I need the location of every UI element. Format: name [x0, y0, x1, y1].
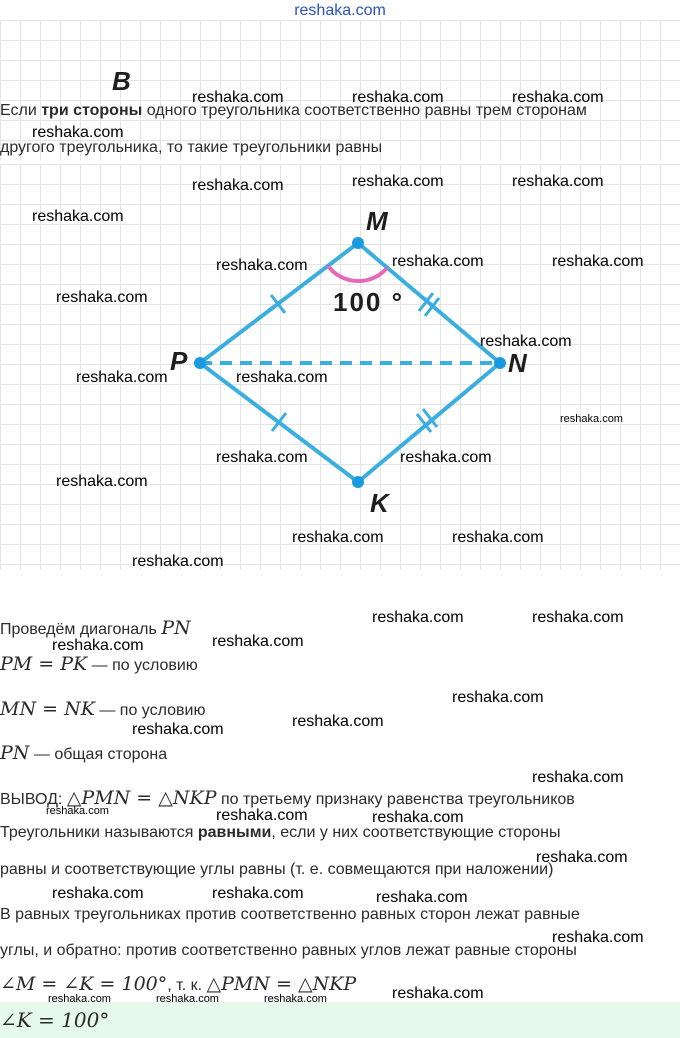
watermark: reshaka.com	[352, 89, 444, 106]
angle-label: 100 °	[333, 287, 405, 317]
definition-line-4: углы, и обратно: против соответственно равных углов лежат равные стороны	[0, 942, 577, 959]
watermark: reshaka.com	[512, 173, 604, 190]
vertex-k	[352, 476, 364, 488]
watermark: reshaka.com	[452, 689, 544, 706]
watermark: reshaka.com	[292, 529, 384, 546]
variant-letter: В	[112, 66, 131, 96]
watermark: reshaka.com	[536, 849, 628, 866]
watermark: reshaka.com	[560, 413, 623, 425]
angle-arc-m	[328, 266, 387, 281]
statement-line-2: другого треугольника, то такие треугольники равны	[0, 139, 383, 156]
definition-line-1: Треугольники называются равными, если у них соответствующие стороны	[0, 824, 561, 841]
watermark: reshaka.com	[46, 805, 109, 817]
answer-box	[0, 1002, 680, 1038]
watermark: reshaka.com	[512, 89, 604, 106]
watermark: reshaka.com	[156, 993, 219, 1005]
watermark: reshaka.com	[32, 208, 124, 225]
watermark: reshaka.com	[56, 289, 148, 306]
watermark: reshaka.com	[52, 885, 144, 902]
step-1: Проведём диагональ PN	[0, 617, 191, 639]
watermark: reshaka.com	[264, 993, 327, 1005]
conclusion: ВЫВОД: △PMN = △NKP по третьему признаку равенства треугольников	[0, 787, 575, 809]
watermark: reshaka.com	[392, 253, 484, 270]
step-2: PM = PK — по условию	[0, 653, 198, 675]
label-m: M	[366, 206, 388, 236]
answer-value: ∠K = 100°	[0, 1008, 110, 1032]
watermark: reshaka.com	[352, 173, 444, 190]
vertex-m	[352, 237, 364, 249]
watermark: reshaka.com	[292, 713, 384, 730]
definition-line-3: В равных треугольниках против соответственно равных сторон лежат равные	[0, 906, 580, 923]
watermark: reshaka.com	[76, 369, 168, 386]
watermark: reshaka.com	[212, 633, 304, 650]
watermark: reshaka.com	[52, 637, 144, 654]
step-3: MN = NK — по условию	[0, 698, 206, 720]
final-statement: ∠M = ∠K = 100°, т. к. △PMN = △NKP	[0, 973, 357, 995]
watermark: reshaka.com	[480, 333, 572, 350]
watermark: reshaka.com	[56, 473, 148, 490]
vertex-p	[194, 357, 206, 369]
step-4: PN — общая сторона	[0, 742, 168, 764]
label-k: K	[370, 488, 389, 518]
watermark: reshaka.com	[216, 449, 308, 466]
watermark: reshaka.com	[532, 769, 624, 786]
watermark: reshaka.com	[532, 609, 624, 626]
watermark: reshaka.com	[372, 609, 464, 626]
watermark: reshaka.com	[552, 253, 644, 270]
watermark: reshaka.com	[132, 721, 224, 738]
label-p: P	[170, 346, 188, 376]
watermark: reshaka.com	[48, 993, 111, 1005]
statement-line-1: Если три стороны одного треугольника соответственно равны трем сторонам	[0, 102, 587, 119]
watermark: reshaka.com	[216, 257, 308, 274]
vertex-n	[494, 357, 506, 369]
watermark: reshaka.com	[192, 89, 284, 106]
site-header[interactable]: reshaka.com	[294, 2, 386, 19]
watermark: reshaka.com	[212, 885, 304, 902]
watermark: reshaka.com	[376, 889, 468, 906]
watermark: reshaka.com	[216, 807, 308, 824]
watermark: reshaka.com	[32, 124, 124, 141]
watermark: reshaka.com	[236, 369, 328, 386]
label-n: N	[508, 348, 527, 378]
watermark: reshaka.com	[400, 449, 492, 466]
definition-line-2: равны и соответствующие углы равны (т. е. совмещаются при наложении)	[0, 861, 554, 878]
watermark: reshaka.com	[552, 929, 644, 946]
statement-bold: три стороны	[41, 102, 143, 119]
watermark: reshaka.com	[392, 985, 484, 1002]
watermark: reshaka.com	[132, 553, 224, 570]
watermark: reshaka.com	[372, 809, 464, 826]
watermark: reshaka.com	[192, 177, 284, 194]
watermark: reshaka.com	[452, 529, 544, 546]
